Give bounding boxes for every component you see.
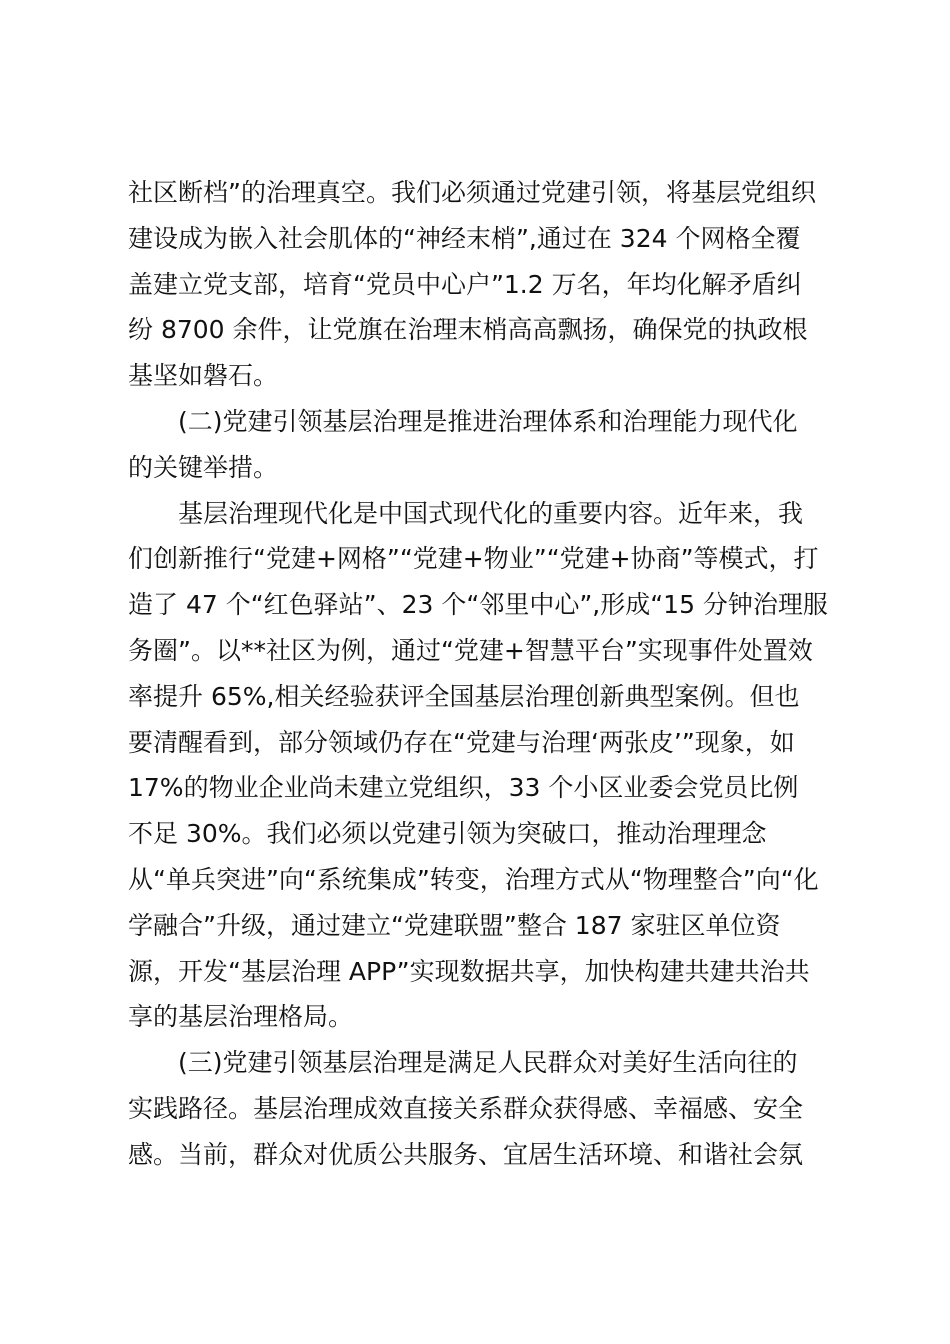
section-heading-continued: 的关键举措。 [128, 452, 279, 482]
section-heading: (三)党建引领基层治理是满足人民群众对美好生活向往的 [178, 1048, 798, 1078]
text-line: 感。当前，群众对优质公共服务、宜居生活环境、和谐社会氛 [128, 1139, 804, 1169]
text-line: 建设成为嵌入社会肌体的“神经末梢”,通过在 324 个网格全覆 [128, 223, 801, 253]
text-line: 要清醒看到，部分领域仍存在“党建与治理‘两张皮’”现象，如 [128, 727, 795, 757]
text-line: 不足 30%。我们必须以党建引领为突破口，推动治理理念 [128, 819, 767, 849]
section-heading: (二)党建引领基层治理是推进治理体系和治理能力现代化 [178, 406, 798, 436]
text-line: 实践路径。基层治理成效直接关系群众获得感、幸福感、安全 [128, 1093, 804, 1123]
text-line: 社区断档”的治理真空。我们必须通过党建引领，将基层党组织 [128, 178, 816, 207]
text-line: 从“单兵突进”向“系统集成”转变，治理方式从“物理整合”向“化 [128, 864, 819, 894]
text-line: 造了 47 个“红色驿站”、23 个“邻里中心”,形成“15 分钟治理服 [128, 590, 828, 620]
paragraph-start: 基层治理现代化是中国式现代化的重要内容。近年来，我 [178, 498, 804, 528]
text-line: 们创新推行“党建+网格”“党建+物业”“党建+协商”等模式，打 [128, 544, 819, 574]
text-line: 学融合”升级，通过建立“党建联盟”整合 187 家驻区单位资 [128, 910, 781, 940]
text-line: 源，开发“基层治理 APP”实现数据共享，加快构建共建共治共 [128, 956, 810, 986]
text-line: 享的基层治理格局。 [128, 1002, 354, 1032]
text-line: 17%的物业企业尚未建立党组织，33 个小区业委会党员比例 [128, 773, 799, 803]
text-line: 务圈”。以**社区为例，通过“党建+智慧平台”实现事件处置效 [128, 635, 813, 665]
text-line: 盖建立党支部，培育“党员中心户”1.2 万名，年均化解矛盾纠 [128, 269, 802, 299]
text-line: 基坚如磐石。 [128, 361, 279, 391]
body-text [128, 170, 838, 1178]
text-line: 率提升 65%,相关经验获评全国基层治理创新典型案例。但也 [128, 681, 800, 711]
text-line: 纷 8700 余件，让党旗在治理末梢高高飘扬，确保党的执政根 [128, 315, 808, 345]
